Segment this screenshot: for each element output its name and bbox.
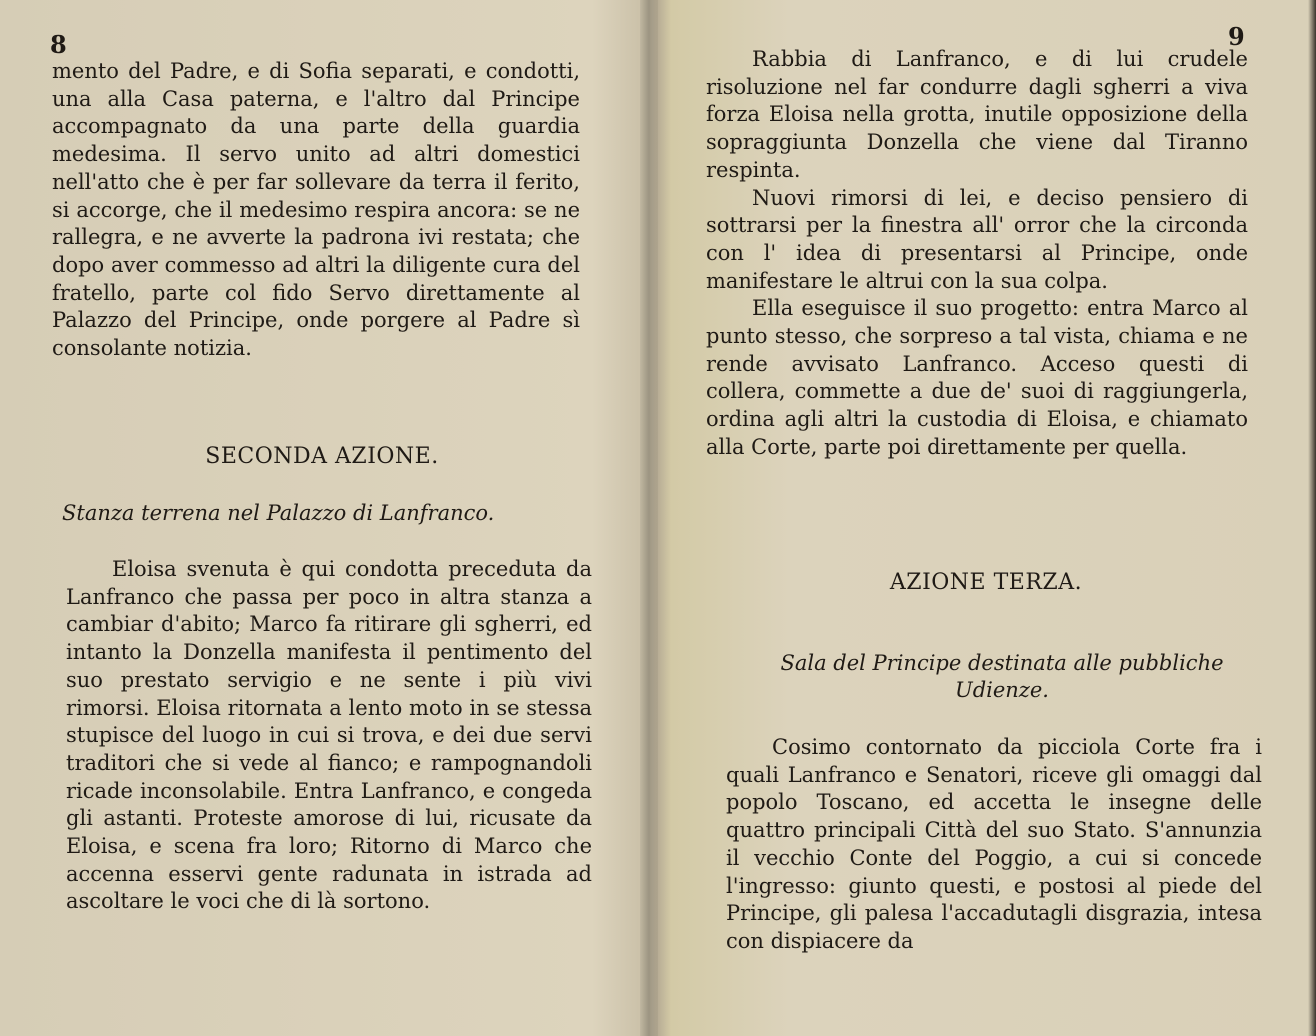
scene-line-2: Udienze. — [955, 678, 1049, 702]
scene-line-1: Sala del Principe destinata alle pubbliche — [780, 651, 1224, 675]
left-page — [0, 0, 648, 1036]
page-number-left: 8 — [50, 30, 67, 59]
right-paragraph-4 — [726, 734, 1262, 956]
right-page — [652, 0, 1316, 1036]
section-heading-seconda-azione: SECONDA AZIONE. — [205, 444, 439, 469]
right-text-4: Cosimo contornato da picciola Corte fra i quali Lanfranco e Senatori, riceve gli omaggi dal popolo Toscano, ed accetta le insegne delle quattro principali Città del suo Stato. S'annunzia il vecchio Conte del Poggio, a cui si concede l'ingresso: giunto questi, e postosi al piede del Principe, gli palesa l'accadutagli disgrazia, intesa con dispiacere da — [726, 735, 1262, 953]
scene-description-right — [722, 650, 1282, 704]
left-paragraph-2 — [66, 556, 592, 916]
right-text-2: Nuovi rimorsi di lei, e deciso pensiero di sottrarsi per la finestra all' orror che la circonda con l' idea di presentarsi al Principe, onde manifestare le altrui con la sua colpa. — [706, 185, 1248, 293]
page-number-right: 9 — [1228, 22, 1245, 51]
left-text-1: mento del Padre, e di Sofia separati, e condotti, una alla Casa paterna, e l'altro dal Principe accompagnato da una parte della guardia medesima. Il servo unito ad altri domestici nell'atto che è per far sollevare da terra il ferito, si accorge, che il medesimo respira ancora: se ne rallegra, e ne avverte la padrona ivi restata; che dopo aver commesso ad altri la diligente cura del fratello, parte col fido Servo direttamente al Palazzo del Principe, onde porgere al Padre sì consolante notizia. — [52, 59, 580, 361]
left-paragraph-1 — [52, 58, 580, 363]
right-paragraphs-top — [706, 46, 1248, 462]
scene-description-left: Stanza terrena nel Palazzo di Lanfranco. — [62, 501, 495, 525]
section-heading-azione-terza: AZIONE TERZA. — [889, 570, 1083, 595]
left-text-2: Eloisa svenuta è qui condotta preceduta da Lanfranco che passa per poco in altra stanza a cambiar d'abito; Marco fa ritirare gli sgherri, ed intanto la Donzella manifesta il pentimento del suo prestato servigio e ne sente i più vivi rimorsi. Eloisa ritornata a lento moto in se stessa stupisce del luogo in cui si trova, e dei due servi traditori che si vede al fianco; e rampognandoli ricade inconsolabile. Entra Lanfranco, e congeda gli astanti. Proteste amorose di lui, ricusate da Eloisa, e scena fra loro; Ritorno di Marco che accenna esservi gente radunata in istrada ad ascoltare le voci che di là sortono. — [66, 557, 592, 914]
right-text-3: Ella eseguisce il suo progetto: entra Marco al punto stesso, che sorpreso a tal vista, chiama e ne rende avvisato Lanfranco. Acceso questi di collera, commette a due de' suoi di raggiungerla, ordina agli altri la custodia di Eloisa, e chiamato alla Corte, parte poi direttamente per quella. — [706, 296, 1248, 459]
right-text-1: Rabbia di Lanfranco, e di lui crudele risoluzione nel far condurre dagli sgherri a viva forza Eloisa nella grotta, inutile opposizione della sopraggiunta Donzella che viene dal Tiranno respinta. — [706, 47, 1248, 182]
